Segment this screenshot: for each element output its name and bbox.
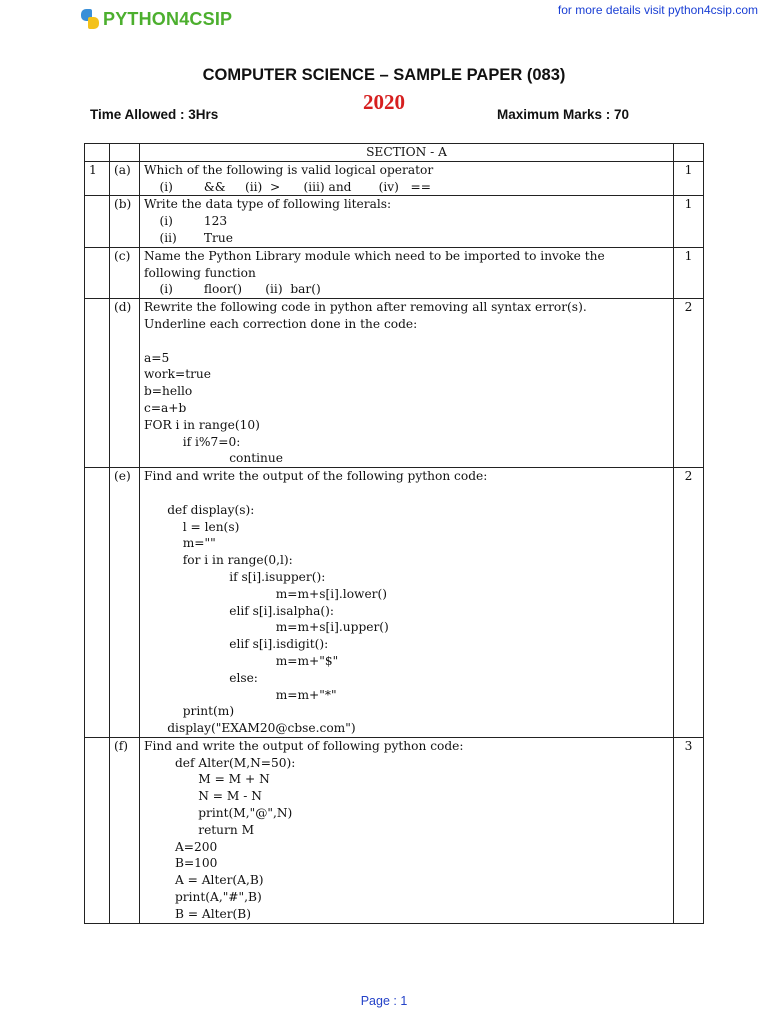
question-line: c=a+b: [144, 400, 187, 415]
question-line: (i) floor() (ii) bar(): [144, 282, 321, 297]
question-marks: 1: [674, 161, 704, 196]
python-logo-icon: [80, 8, 100, 30]
question-text: [140, 196, 674, 247]
paper-title: COMPUTER SCIENCE – SAMPLE PAPER (083): [202, 66, 566, 84]
question-line: B=100: [144, 856, 218, 871]
subquestion-label: (d): [110, 299, 140, 468]
question-line: A=200: [144, 839, 218, 854]
question-line: else:: [144, 670, 258, 685]
question-line: m=m+"$": [144, 653, 339, 668]
question-line: elif s[i].isdigit():: [144, 637, 329, 652]
question-text: [140, 468, 674, 738]
question-row: [85, 161, 704, 196]
question-line: (i) && (ii) > (iii) and (iv) ==: [144, 179, 431, 194]
question-row: [85, 299, 704, 468]
question-row: [85, 196, 704, 247]
time-allowed: Time Allowed : 3Hrs: [90, 107, 219, 122]
question-line: Find and write the output of the following python code:: [144, 469, 488, 484]
logo-text: PYTHON4CSIP: [103, 8, 233, 29]
question-text: [140, 161, 674, 196]
question-line: l = len(s): [144, 519, 240, 534]
python4csip-logo: [80, 8, 232, 30]
question-line: if i%7=0:: [144, 434, 241, 449]
question-line: Which of the following is valid logical operator: [144, 162, 434, 177]
question-line: Rewrite the following code in python after removing all syntax error(s).: [144, 300, 587, 315]
question-line: N = M - N: [144, 789, 262, 804]
question-line: a=5: [144, 350, 170, 365]
subquestion-label: (a): [110, 161, 140, 196]
paper-year: 2020: [363, 90, 405, 114]
question-line: for i in range(0,l):: [144, 553, 293, 568]
website-link[interactable]: for more details visit python4csip.com: [557, 3, 758, 17]
question-marks: 3: [674, 737, 704, 923]
question-line: elif s[i].isalpha():: [144, 603, 335, 618]
question-line: A = Alter(A,B): [144, 873, 264, 888]
question-line: m="": [144, 536, 216, 551]
question-text: [140, 247, 674, 298]
question-line: b=hello: [144, 384, 193, 399]
question-line: [144, 333, 669, 350]
question-line: def display(s):: [144, 502, 255, 517]
question-line: work=true: [144, 367, 211, 382]
question-line: (i) 123: [144, 214, 228, 229]
question-line: if s[i].isupper():: [144, 569, 326, 584]
question-number: [85, 737, 110, 923]
question-line: B = Alter(B): [144, 906, 252, 921]
question-line: continue: [144, 451, 283, 466]
question-number: 1: [85, 161, 110, 196]
question-line: Underline each correction done in the code:: [144, 316, 418, 331]
question-line: m=m+s[i].upper(): [144, 620, 389, 635]
question-line: print(A,"#",B): [144, 890, 262, 905]
question-line: return M: [144, 822, 255, 837]
question-line: print(M,"@",N): [144, 806, 293, 821]
question-line: def Alter(M,N=50):: [144, 755, 296, 770]
question-line: M = M + N: [144, 772, 270, 787]
question-row: [85, 247, 704, 298]
question-line: Write the data type of following literals:: [144, 197, 392, 212]
question-marks: 1: [674, 247, 704, 298]
question-line: m=m+s[i].lower(): [144, 586, 388, 601]
section-row: [85, 144, 704, 162]
question-line: following function: [144, 265, 256, 280]
question-line: FOR i in range(10): [144, 417, 260, 432]
question-number: [85, 468, 110, 738]
question-marks: 1: [674, 196, 704, 247]
question-marks: 2: [674, 299, 704, 468]
question-number: [85, 299, 110, 468]
subquestion-label: (f): [110, 737, 140, 923]
question-marks: 2: [674, 468, 704, 738]
subquestion-label: (c): [110, 247, 140, 298]
maximum-marks: Maximum Marks : 70: [497, 107, 630, 122]
question-line: Name the Python Library module which need to be imported to invoke the: [144, 248, 605, 263]
question-row: [85, 737, 704, 923]
question-text: [140, 299, 674, 468]
question-number: [85, 247, 110, 298]
section-heading: SECTION - A: [140, 144, 674, 162]
question-line: (ii) True: [144, 230, 233, 245]
question-row: [85, 468, 704, 738]
question-table: [84, 143, 704, 924]
question-number: [85, 196, 110, 247]
question-line: display("EXAM20@cbse.com"): [144, 721, 356, 736]
question-line: m=m+"*": [144, 687, 337, 702]
question-line: Find and write the output of following python code:: [144, 738, 464, 753]
subquestion-label: (b): [110, 196, 140, 247]
question-line: print(m): [144, 704, 235, 719]
page-number: Page : 1: [360, 994, 408, 1008]
question-line: [144, 485, 669, 502]
question-text: [140, 737, 674, 923]
subquestion-label: (e): [110, 468, 140, 738]
